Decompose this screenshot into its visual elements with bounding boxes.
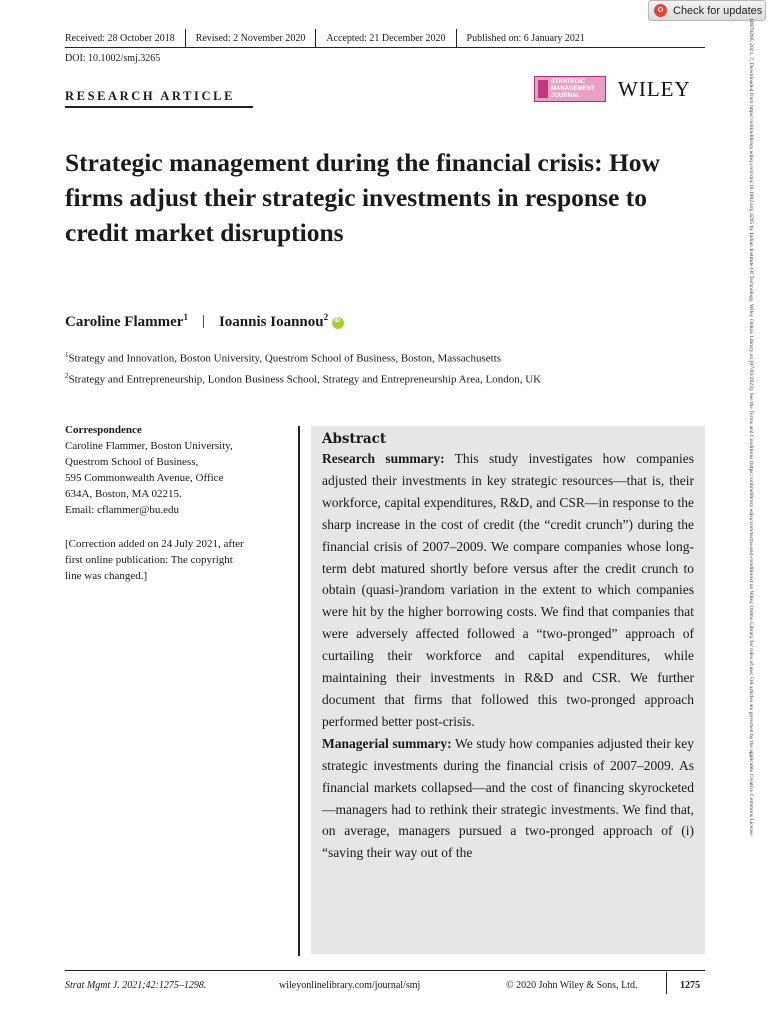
journal-logo-text: STRATEGIC MANAGEMENT JOURNAL xyxy=(551,79,595,99)
citation: Strat Mgmt J. 2021;42:1275–1298. xyxy=(65,980,207,991)
correspondence-email[interactable]: Email: cflammer@bu.edu xyxy=(65,504,179,516)
page-number: 1275 xyxy=(680,980,700,991)
copyright: © 2020 John Wiley & Sons, Ltd. xyxy=(506,980,638,991)
footer-divider xyxy=(666,972,667,994)
research-summary-text: This study investigates how companies adjusted their investments in key strategic resources—that is, their workforce, capital expenditures, R&D, and CSR—in response to the sharp increase in the cost of credit (the “credit crunch”) during the financial crisis of 2007–2009. We compare companies whose long-term debt matured shortly before versus after the credit crunch to obtain (quasi-)random variation in the extent to which companies were hit by the higher borrowing costs. We find that companies that were adversely affected followed a “two-pronged” approach of curtailing their workforce and capital expenditures, while maintaining their investments in R&D and CSR. We further document that firms that followed this two-pronged approach performed better post-crisis. xyxy=(322,451,694,729)
journal-website[interactable]: wileyonlinelibrary.com/journal/smj xyxy=(279,980,421,991)
doi[interactable]: DOI: 10.1002/smj.3265 xyxy=(65,53,161,64)
correspondence-line: 634A, Boston, MA 02215. xyxy=(65,488,182,500)
journal-logo xyxy=(534,76,606,102)
column-divider xyxy=(298,426,300,956)
update-icon xyxy=(654,4,667,17)
author-name[interactable]: Caroline Flammer$^1$ xyxy=(65,312,188,330)
research-summary-label: Research summary: xyxy=(322,451,445,466)
article-title: Strategic management during the financial crisis: How firms adjust their strategic investments in response to credit market disruptions xyxy=(65,148,660,247)
managerial-summary-text: We study how companies adjusted their key strategic investments during the financial crisis of 2007–2009. As financial markets collapsed—and the cost of financing skyrocketed—managers had to rethink their strategic investments. We find that, on average, managers pursued a two-pronged approach of (i) “saving their way out of the xyxy=(322,735,694,861)
divider xyxy=(456,29,457,47)
accepted-date: Accepted: 21 December 2020 xyxy=(326,32,446,44)
publisher-logo: WILEY xyxy=(618,77,691,101)
orcid-icon[interactable] xyxy=(332,317,344,329)
check-for-updates-label: Check for updates xyxy=(673,4,763,17)
correspondence-line: Questrom School of Business, xyxy=(65,456,199,468)
affiliation: $^1$Strategy and Innovation, Boston University, Questrom School of Business, Boston, Massachusetts xyxy=(65,351,502,365)
side-download-note xyxy=(742,18,754,1018)
side-note-text: 10970266, 2021, 7, Downloaded from https://onlinelibrary.wiley.com/doi/10.1002/smj.3265 by Indian Institute Of Technology, Wiley Online Library on [07/03/2023]. See the Terms and Conditions (https://onlinelibrary.wiley.com/terms-and-conditions) on Wiley Online Library for rules of use; OA articles are governed by the applicable Creative Commons License xyxy=(748,18,754,836)
correspondence-heading: Correspondence xyxy=(65,424,142,436)
journal-logo-mark xyxy=(538,80,548,98)
article-type: RESEARCH ARTICLE xyxy=(65,89,236,103)
published-date: Published on: 6 January 2021 xyxy=(466,32,585,44)
correspondence xyxy=(65,422,285,518)
managerial-summary-label: Managerial summary: xyxy=(322,735,452,751)
divider xyxy=(185,29,186,47)
header-rule xyxy=(65,47,705,48)
author-name[interactable]: Ioannis Ioannou$^2$ xyxy=(218,312,329,330)
correspondence-line: 595 Commonwealth Avenue, Office xyxy=(65,472,224,484)
abstract-heading: Abstract xyxy=(322,431,387,447)
revised-date: Revised: 2 November 2020 xyxy=(195,32,306,44)
article-type-underline xyxy=(65,106,253,108)
managerial-summary xyxy=(322,733,694,864)
received-date: Received: 28 October 2018 xyxy=(65,32,175,44)
abstract-box xyxy=(311,426,705,954)
research-summary xyxy=(322,448,694,733)
publication-dates xyxy=(65,29,585,47)
author-list xyxy=(65,312,344,331)
author-separator: | xyxy=(201,313,205,329)
affiliation: $^2$Strategy and Entrepreneurship, London Business School, Strategy and Entrepreneurship Area, London, UK xyxy=(65,372,542,386)
footer-rule xyxy=(65,970,705,971)
divider xyxy=(315,29,316,47)
correction-note: [Correction added on 24 July 2021, after first online publication: The copyright line was changed.] xyxy=(65,538,244,582)
correspondence-line: Caroline Flammer, Boston University, xyxy=(65,440,233,452)
